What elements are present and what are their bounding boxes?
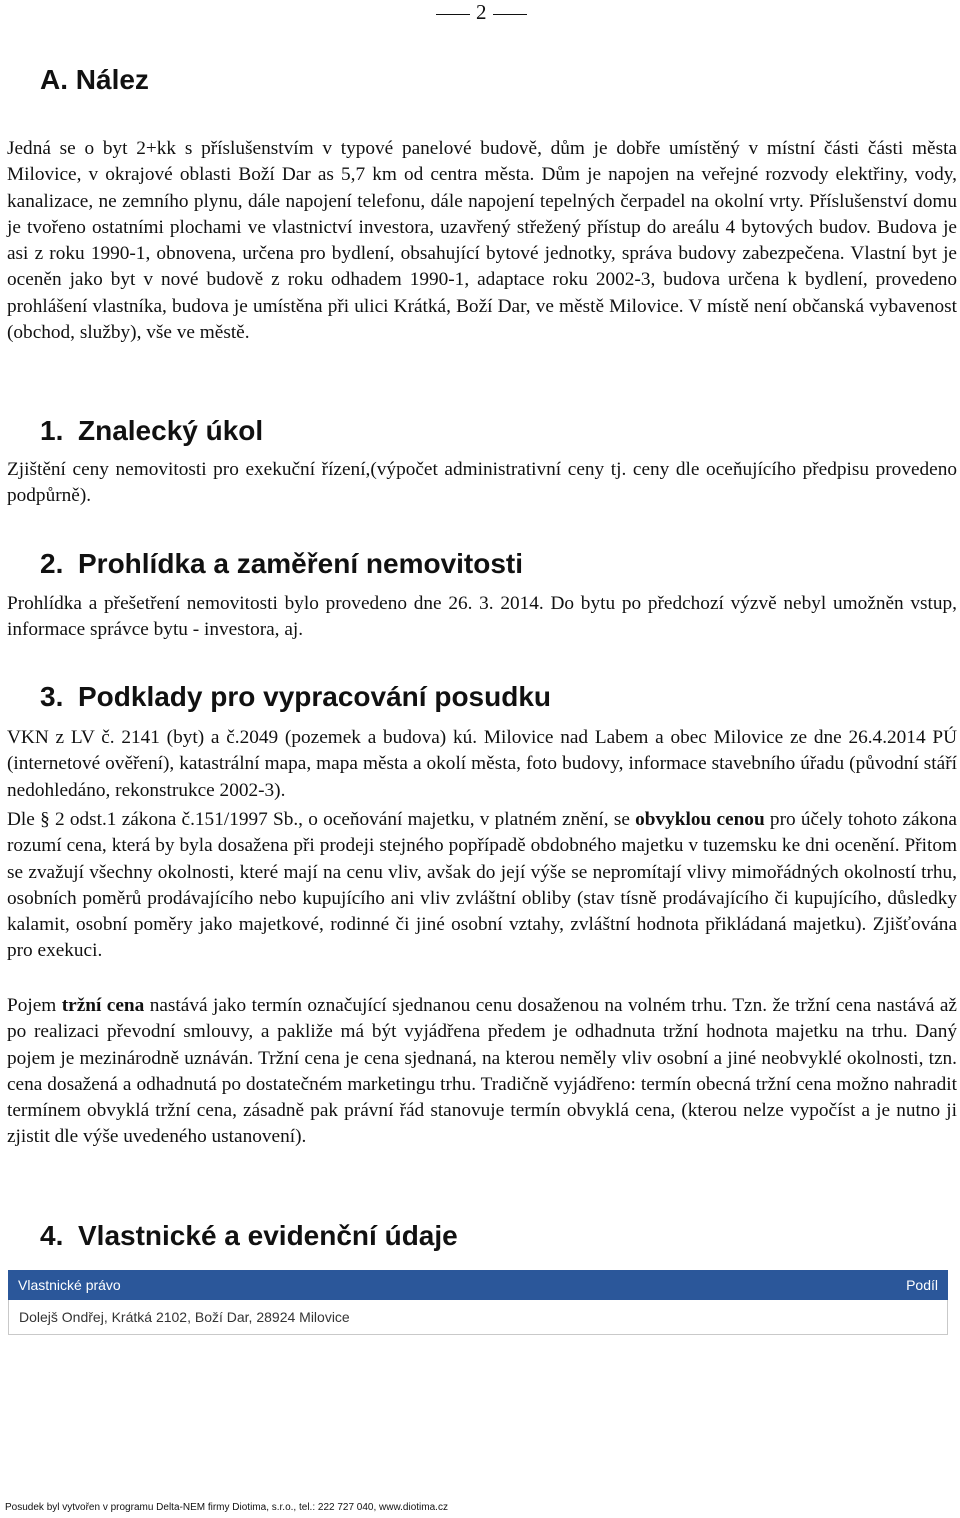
- usual-price-text-after: pro účely tohoto zákona rozumí cena, která by byla dosažena při prodeji stejného popřípadě obdobného majetku v tuzemsku ke dni ocenění. Přitom se zvažují všechny okolnosti, které mají na cenu vliv, avšak do její výše se nepromítají vlivy mimořádných okolností trhu, osobních poměrů prodávajícího nebo kupujícího ani vliv zvláštní obliby (stav tísně prodávajícího či kupujícího, důsledky kalamit, osobní poměry jako majetkové, rodinné či jiné osobní vztahy, zvláštní hodnota přikládaná majetku). Zjišťována pro exekuci.: [7, 809, 957, 962]
- section-3-heading: [40, 681, 551, 713]
- ownership-header-share: Podíl: [906, 1277, 938, 1293]
- section-4-number: 4.: [40, 1220, 64, 1251]
- section-3-title: Podklady pro vypracování posudku: [78, 681, 552, 712]
- table-row: [8, 1300, 948, 1335]
- section-2-title: Prohlídka a zaměření nemovitosti: [78, 548, 524, 579]
- section-3-number: 3.: [40, 681, 64, 712]
- section-3-sources-paragraph: VKN z LV č. 2141 (byt) a č.2049 (pozemek a budova) kú. Milovice nad Labem a obec Milovice ze dne 26.4.2014 PÚ (internetové ověření), katastrální mapa, mapa města a okolí města, foto budovy, informace stavebního úřadu (původní stáří nedohledáno, rekonstrukce 2002-3).: [7, 727, 957, 801]
- ownership-table: [8, 1270, 948, 1335]
- section-2-paragraph: Prohlídka a přešetření nemovitosti bylo provedeno dne 26. 3. 2014. Do bytu po předchozí výzvě nebyl umožněn vstup, informace správce bytu - investora, aj.: [7, 593, 957, 641]
- section-a-paragraph: Jedná se o byt 2+kk s příslušenstvím v typové panelové budově, dům je dobře umístěný v místní části části města Milovice, v okrajové oblasti Boží Dar as 5,7 km od centra města. Dům je napojen na veřejné rozvody elektřiny, vody, kanalizace, ne zemního plynu, dále napojení telefonu, dále napojení tepelných čerpadel na okolní vrty. Příslušenství domu je tvořeno ostatními plochami ve vlastnictví investora, uzavřený střežený přístup do areálu 4 bytových budov. Budova je asi z roku 1990-1, obnovena, určena pro bydlení, obsahující bytové jednotky, správa budovy zabezpečena. Vlastní byt je oceněn jako byt v nové budově z roku odhadem 1990-1, adaptace roku 2002-3, budova určena k bydlení, provedeno prohlášení vlastníka, budova je umístěna při ulici Krátká, Boží Dar, ve městě Milovice. V místě není občanská vybavenost (obchod, služby), vše ve městě.: [7, 138, 957, 344]
- page-number-value: 2: [476, 0, 487, 24]
- usual-price-term: obvyklou cenou: [635, 809, 765, 830]
- section-3-market-price-paragraph: [7, 993, 957, 1151]
- market-price-text-before: Pojem: [7, 995, 62, 1016]
- page-number-dash-right: [493, 14, 527, 15]
- market-price-term: tržní cena: [61, 995, 145, 1016]
- ownership-header-owner: Vlastnické právo: [18, 1277, 121, 1293]
- section-2-heading: [40, 548, 523, 580]
- section-2-number: 2.: [40, 548, 64, 579]
- section-1-number: 1.: [40, 415, 64, 446]
- section-3-usual-price-paragraph: [7, 807, 957, 965]
- section-4-heading: [40, 1220, 458, 1252]
- section-4-title: Vlastnické a evidenční údaje: [78, 1220, 458, 1251]
- page-number-dash-left: [436, 14, 470, 15]
- usual-price-text-before: Dle § 2 odst.1 zákona č.151/1997 Sb., o oceňování majetku, v platném znění, se: [7, 809, 636, 830]
- section-1-heading: [40, 415, 263, 447]
- ownership-owner-cell: Dolejš Ondřej, Krátká 2102, Boží Dar, 28924 Milovice: [19, 1309, 350, 1325]
- section-a-title: A. Nález: [40, 64, 149, 95]
- section-1-paragraph: Zjištění ceny nemovitosti pro exekuční řízení,(výpočet administrativní ceny tj. ceny dle oceňujícího předpisu provedeno podpůrně).: [7, 459, 957, 507]
- page-number: [430, 0, 533, 24]
- footer-note: Posudek byl vytvořen v programu Delta-NEM firmy Diotima, s.r.o., tel.: 222 727 040, www.diotima.cz: [5, 1502, 448, 1513]
- market-price-text-after: nastává jako termín označující sjednanou cenu dosaženou na volném trhu. Tzn. že tržní cena nastává až po realizaci převodní smlouvy, a pakliže má být vyjádřena předem je odhadnuta tržní hodnota majetku na trhu. Daný pojem je mezinárodně uznáván. Tržní cena je cena sjednaná, na kterou neměly vliv osobní a jiné neobvyklé okolnosti, tzn. cena dosažená a odhadnutá po dostatečném marketingu trhu. Tradičně vyjádřeno: termín obecná tržní cena možno nahradit termínem obvyklá tržní cena, zásadně pak právní řád stanovuje termín obvyklá cena, (kterou nelze vypočíst a je nutno ji zjistit dle výše uvedeného ustanovení).: [7, 995, 957, 1148]
- ownership-table-header: [8, 1270, 948, 1300]
- section-1-title: Znalecký úkol: [78, 415, 264, 446]
